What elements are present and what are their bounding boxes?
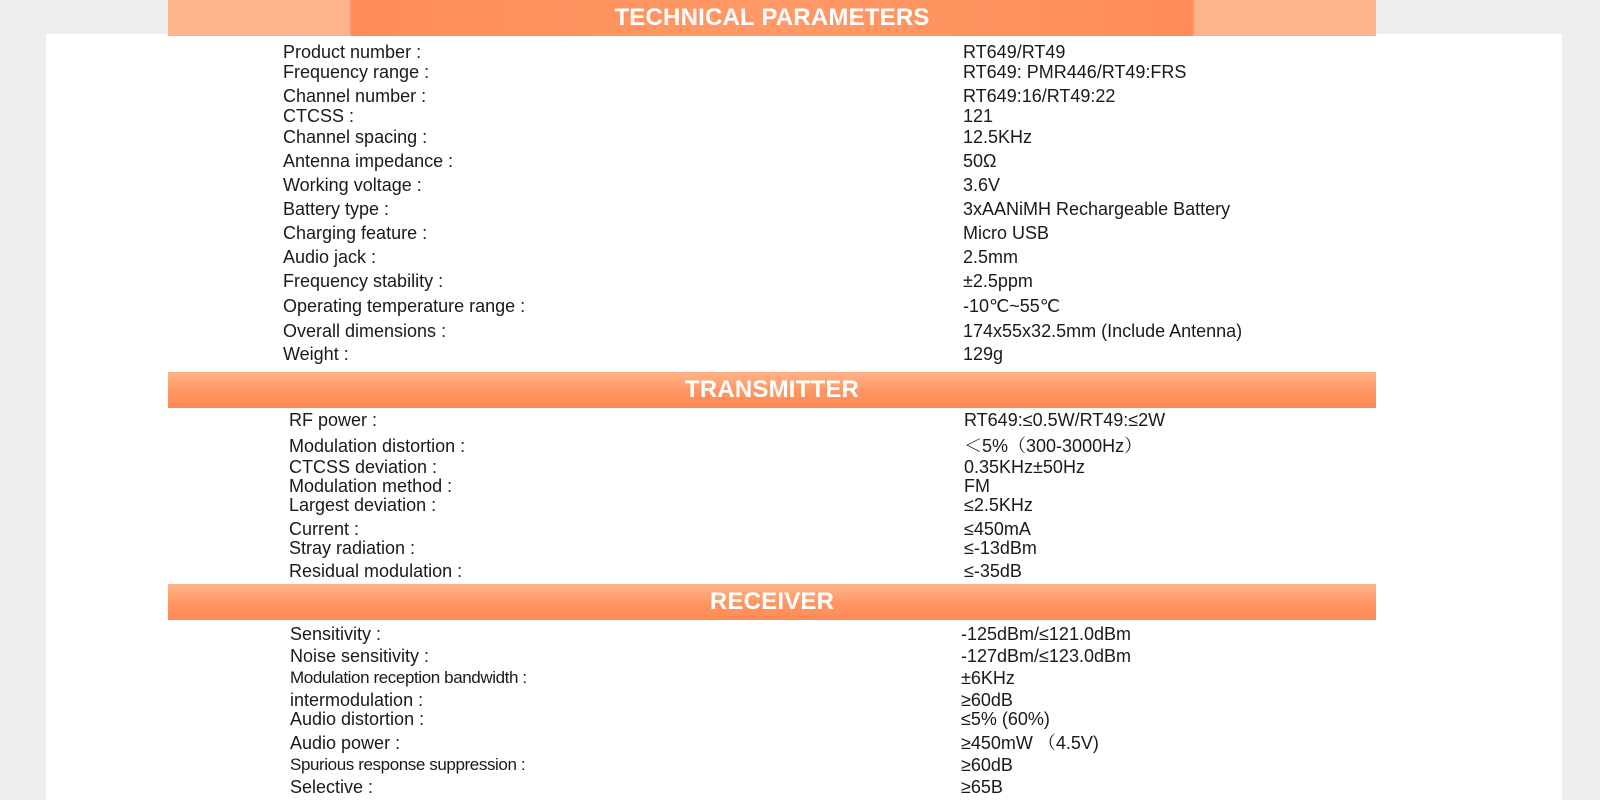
spec-value: ≥65B <box>961 777 1003 797</box>
spec-label: Channel number : <box>283 86 427 106</box>
spec-value: 174x55x32.5mm (Include Antenna) <box>963 321 1243 341</box>
spec-value: ≤-35dB <box>964 561 1022 581</box>
spec-label: Battery type : <box>283 199 390 219</box>
spec-value: ≤-13dBm <box>964 538 1037 558</box>
spec-label: Modulation method : <box>289 476 453 496</box>
spec-value: RT649:16/RT49:22 <box>963 86 1116 106</box>
spec-value: ≥60dB <box>961 755 1013 775</box>
spec-value: ≥60dB <box>961 690 1013 710</box>
spec-label: Audio distortion : <box>290 709 425 729</box>
transmitter-title: TRANSMITTER <box>684 376 860 403</box>
spec-label: Product number : <box>283 42 422 62</box>
spec-label: Antenna impedance : <box>283 151 454 171</box>
transmitter-header <box>168 372 1376 408</box>
spec-label: Weight : <box>283 344 349 364</box>
spec-label: Modulation reception bandwidth : <box>290 668 527 687</box>
spec-value: -125dBm/≤121.0dBm <box>961 624 1131 644</box>
spec-label: Audio jack : <box>283 247 377 267</box>
spec-value: FM <box>964 476 990 496</box>
spec-label: Frequency stability : <box>283 271 444 291</box>
spec-label: Stray radiation : <box>289 538 416 558</box>
receiver-header <box>168 584 1376 620</box>
spec-value: -10℃~55℃ <box>963 296 1060 316</box>
spec-value: ＜5%（300-3000Hz） <box>964 436 1143 456</box>
spec-label: Noise sensitivity : <box>290 646 430 666</box>
spec-value: ≤5% (60%) <box>961 709 1050 729</box>
spec-value: ≥450mW （4.5V) <box>961 733 1099 753</box>
spec-value: Micro USB <box>963 223 1050 243</box>
spec-label: Sensitivity : <box>290 624 382 644</box>
spec-label: Selective : <box>290 777 374 797</box>
spec-label: Operating temperature range : <box>283 296 526 316</box>
spec-label: Overall dimensions : <box>283 321 447 341</box>
spec-value: 50Ω <box>963 151 997 171</box>
spec-label: Charging feature : <box>283 223 428 243</box>
spec-label: Residual modulation : <box>289 561 463 581</box>
spec-label: Largest deviation : <box>289 495 437 515</box>
spec-value: RT649/RT49 <box>963 42 1066 62</box>
spec-value: 3xAANiMH Rechargeable Battery <box>963 199 1231 219</box>
spec-value: ≤450mA <box>964 519 1031 539</box>
spec-value: ≤2.5KHz <box>964 495 1033 515</box>
spec-label: CTCSS : <box>283 106 355 126</box>
spec-label: Working voltage : <box>283 175 422 195</box>
spec-label: RF power : <box>289 410 378 430</box>
spec-value: 0.35KHz±50Hz <box>964 457 1085 477</box>
spec-label: Spurious response suppression : <box>290 755 526 774</box>
spec-value: 121 <box>963 106 994 126</box>
spec-label: Current : <box>289 519 360 539</box>
spec-label: Modulation distortion : <box>289 436 466 456</box>
spec-label: Channel spacing : <box>283 127 428 147</box>
spec-value: ±2.5ppm <box>963 271 1033 291</box>
spec-value: RT649: PMR446/RT49:FRS <box>963 62 1187 82</box>
spec-value: 129g <box>963 344 1004 364</box>
spec-sheet-background <box>46 34 1562 800</box>
spec-value: ±6KHz <box>961 668 1015 688</box>
spec-label: Frequency range : <box>283 62 430 82</box>
spec-value: 3.6V <box>963 175 1001 195</box>
spec-value: 2.5mm <box>963 247 1019 267</box>
spec-value: RT649:≤0.5W/RT49:≤2W <box>964 410 1166 430</box>
technical-parameters-title: TECHNICAL PARAMETERS <box>614 4 930 31</box>
receiver-title: RECEIVER <box>709 588 835 615</box>
spec-value: -127dBm/≤123.0dBm <box>961 646 1131 666</box>
spec-label: CTCSS deviation : <box>289 457 438 477</box>
spec-value: 12.5KHz <box>963 127 1033 147</box>
spec-label: Audio power : <box>290 733 401 753</box>
spec-label: intermodulation : <box>290 690 424 710</box>
technical-parameters-header <box>168 0 1376 36</box>
